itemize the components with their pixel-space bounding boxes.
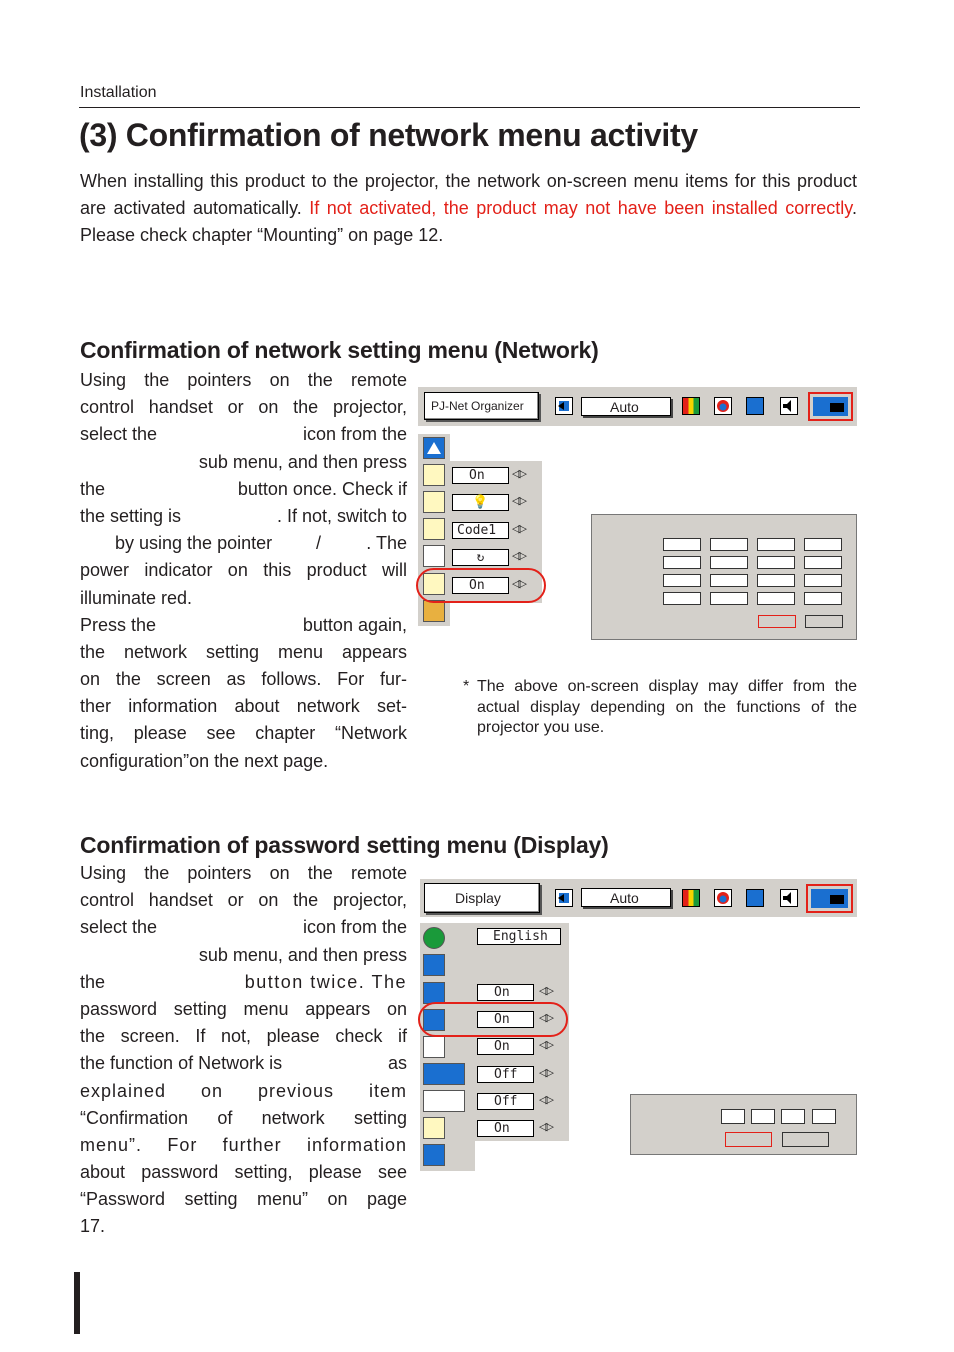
up-arrow-icon: [423, 437, 445, 459]
text-line: password setting menu appears on: [80, 998, 407, 1019]
language-icon: [423, 927, 445, 949]
lamp-icon: [423, 1117, 445, 1139]
auto-box: Auto: [581, 888, 671, 907]
text-line: on the screen as follows. For fur-: [80, 669, 407, 690]
text-line: the button twice. The: [80, 971, 407, 992]
sound-icon: [780, 889, 798, 907]
setting-value: On: [477, 1038, 534, 1055]
menu-title-box: Display: [424, 883, 540, 913]
language-value: English: [477, 928, 561, 945]
text-line: sub menu, and then press: [198, 944, 407, 965]
text-line: illuminate red.: [80, 587, 193, 608]
auto-box: Auto: [581, 397, 671, 416]
setting-value: On: [477, 984, 534, 1001]
adjust-arrows-icon: ◁▷: [539, 985, 552, 997]
setting-value: On: [477, 1120, 534, 1137]
input-icon: [555, 889, 573, 907]
power-icon: [423, 464, 445, 486]
network-body: [80, 367, 407, 775]
usb-icon: [423, 545, 445, 567]
text-line: 17.: [80, 1216, 106, 1237]
text-line: Press the button again,: [80, 614, 407, 635]
text-line: Using the pointers on the remote: [80, 863, 407, 883]
text-line: the setting is . If not, switch to: [80, 505, 407, 526]
adjust-arrows-icon: ◁▷: [539, 1012, 552, 1024]
footnote-text: The above on-screen display may differ from the actual display depending on the functions of the projector you use.: [477, 678, 857, 736]
password-heading: Confirmation of password setting menu (Display): [80, 832, 609, 858]
display-icon: [423, 982, 445, 1004]
projector-icon: [423, 1063, 465, 1085]
adjust-arrows-icon: ◁▷: [512, 468, 525, 480]
page-edge-bar: [74, 1272, 80, 1334]
highlight-ring: [416, 568, 546, 603]
screen-icon: [746, 889, 764, 907]
text-line: select the icon from the: [80, 917, 407, 938]
text-line: Using the pointers on the remote: [80, 370, 407, 390]
adjust-arrows-icon: ◁▷: [512, 550, 525, 562]
intro-text-end: . Please check chapter “Mounting” on page 12.: [80, 198, 857, 245]
text-line: “Password setting menu” on page: [80, 1189, 407, 1210]
menu-title-box: PJ-Net Organizer: [424, 392, 539, 420]
lamp-icon: [423, 491, 445, 513]
password-value: On: [477, 1011, 534, 1028]
text-line: control handset or on the projector,: [80, 890, 407, 911]
color-icon: [682, 889, 700, 907]
network-settings-panel: [591, 514, 857, 640]
thermometer-icon: [423, 600, 445, 622]
text-line: control handset or on the projector,: [80, 397, 407, 418]
adjust-arrows-icon: ◁▷: [539, 1067, 552, 1079]
code-value: Code1: [452, 522, 509, 539]
down-arrow-icon: [423, 1144, 445, 1166]
adjust-arrows-icon: ◁▷: [512, 578, 525, 590]
footnote: [463, 677, 857, 739]
usb-value: ↻: [452, 549, 509, 566]
setting-value: Off: [477, 1066, 534, 1083]
power-value: On: [452, 467, 509, 484]
password-panel: [630, 1094, 857, 1155]
text-line: about password setting, please see: [80, 1162, 407, 1183]
key-lock-icon: [423, 518, 445, 540]
highlight-ring: [418, 1002, 568, 1037]
face-icon: [423, 1090, 465, 1112]
image-adjust-icon: [714, 397, 732, 415]
text-line: by using the pointer / . The: [115, 533, 407, 554]
sound-icon: [780, 397, 798, 415]
text-line: ting, please see chapter “Network: [80, 723, 407, 744]
network-value: On: [452, 577, 509, 594]
text-line: select the icon from the: [80, 424, 407, 445]
screen-icon: [746, 397, 764, 415]
adjust-arrows-icon: ◁▷: [512, 495, 525, 507]
lamp-value: 💡: [452, 494, 509, 511]
adjust-arrows-icon: ◁▷: [512, 523, 525, 535]
text-line: the screen. If not, please check if: [80, 1026, 407, 1047]
network-heading: Confirmation of network setting menu (Network): [80, 337, 599, 363]
input-icon: [555, 397, 573, 415]
text-line: sub menu, and then press: [198, 451, 407, 472]
text-line: “Confirmation of network setting: [80, 1107, 407, 1128]
page-title: (3) Confirmation of network menu activity: [79, 117, 698, 153]
down-arrow-icon: [423, 954, 445, 976]
text-line: configuration”on the next page.: [80, 750, 329, 771]
text-line: explained on previous item: [80, 1080, 407, 1101]
text-line: the network setting menu appears: [80, 641, 407, 662]
adjust-arrows-icon: ◁▷: [539, 1094, 552, 1106]
footnote-marker: *: [463, 678, 470, 695]
text-line: power indicator on this product will: [80, 560, 407, 581]
section-label: Installation: [80, 84, 157, 101]
text-line: the button once. Check if: [80, 478, 407, 499]
network-menu-icon-selected: [808, 392, 853, 421]
adjust-arrows-icon: ◁▷: [539, 1039, 552, 1051]
3d-icon: [423, 1036, 445, 1058]
text-line: menu”. For further information: [80, 1134, 407, 1155]
text-line: the function of Network is as: [80, 1053, 407, 1074]
intro-warning: If not activated, the product may not have been installed correctly: [309, 198, 852, 218]
setting-value: Off: [477, 1093, 534, 1110]
text-line: ther information about network set-: [80, 696, 407, 717]
intro-paragraph: [80, 168, 857, 249]
header-rule: [79, 107, 860, 108]
adjust-arrows-icon: ◁▷: [539, 1121, 552, 1133]
intro-text: When installing this product to the projector, the network on-screen menu items for this product are activated automatically.: [80, 171, 857, 218]
password-body: [80, 860, 407, 1241]
image-adjust-icon: [714, 889, 732, 907]
display-menu-icon-selected: [806, 884, 853, 913]
color-icon: [682, 397, 700, 415]
